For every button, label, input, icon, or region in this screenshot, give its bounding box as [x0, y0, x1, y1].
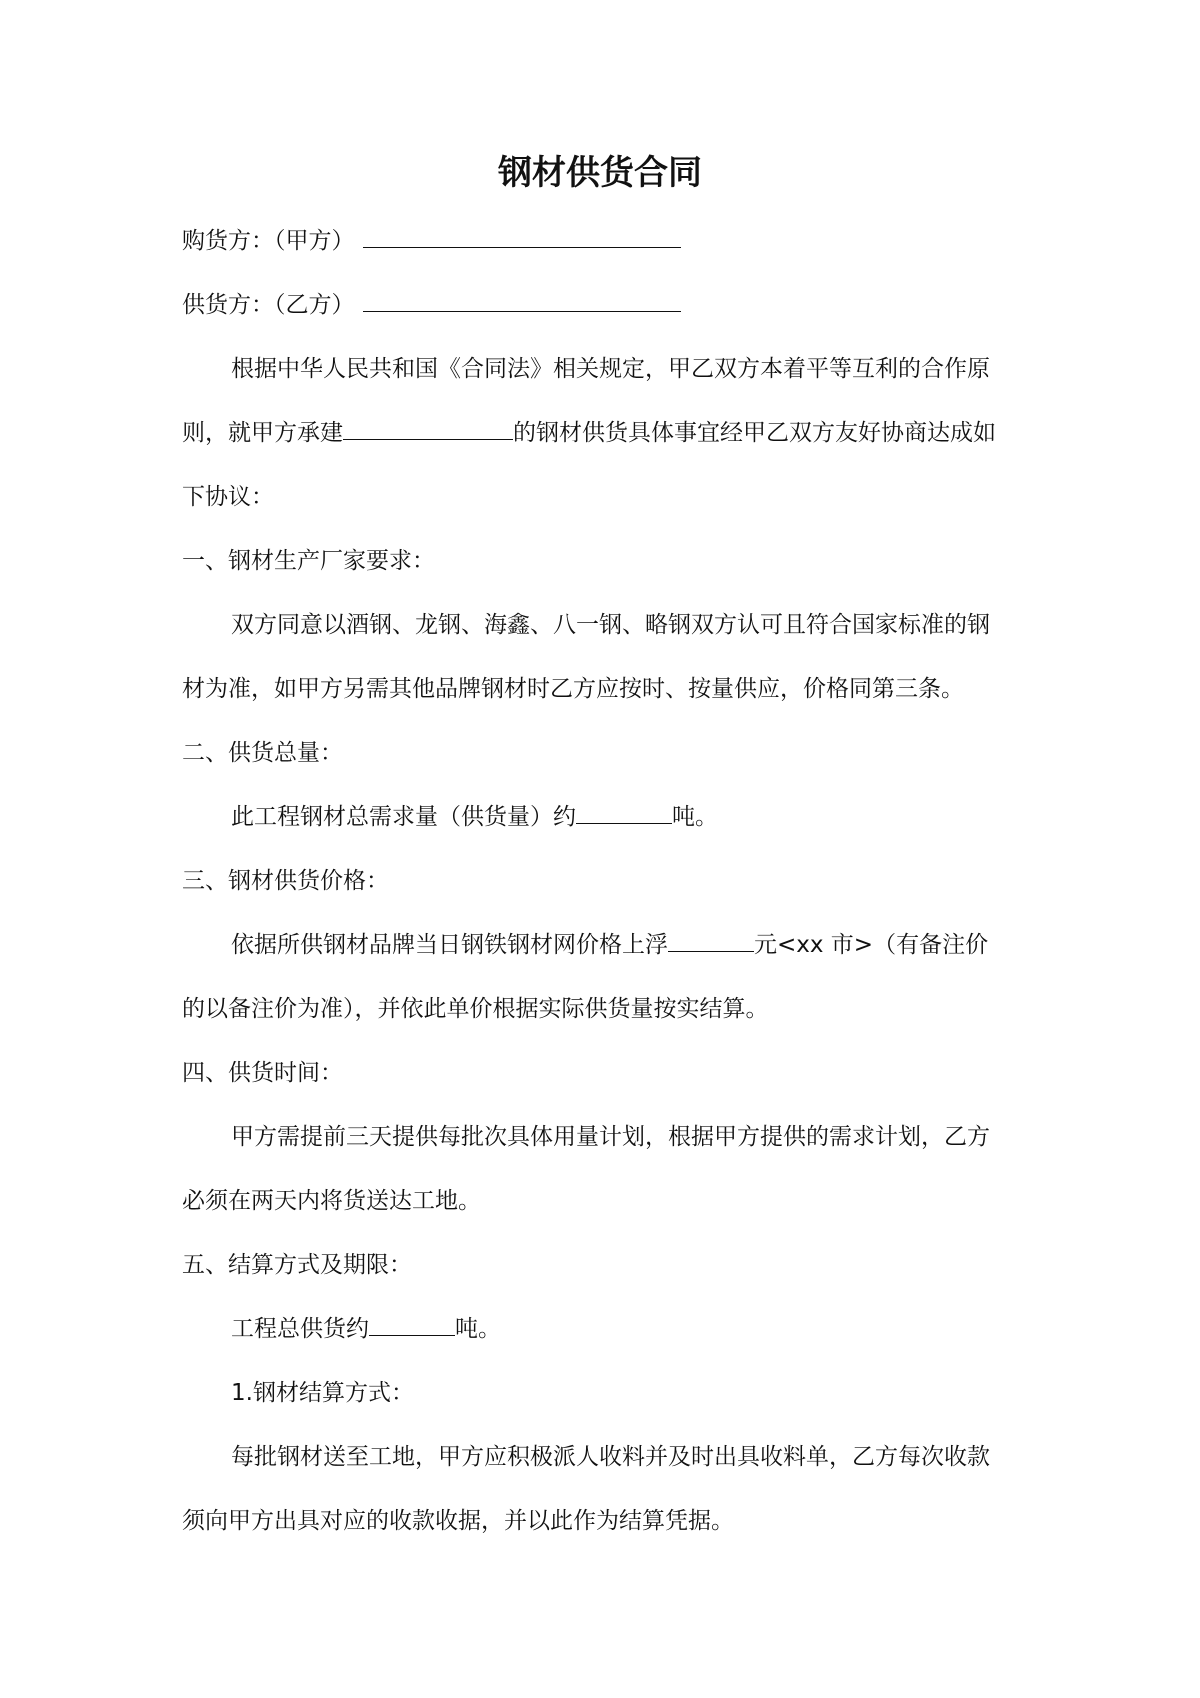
section-5-line-2: 须向甲方出具对应的收款收据，并以此作为结算凭据。	[182, 1508, 734, 1534]
intro-line-1: 根据中华人民共和国《合同法》相关规定，甲乙双方本着平等互利的合作原	[231, 356, 990, 382]
section-2-line-1-before: 此工程钢材总需求量（供货量）约	[231, 804, 576, 830]
section-2-heading: 二、供货总量：	[182, 740, 343, 766]
section-2-line-1-after: 吨。	[672, 804, 718, 830]
buyer-line	[182, 224, 1032, 258]
section-1-line-2: 材为准，如甲方另需其他品牌钢材时乙方应按时、按量供应，价格同第三条。	[182, 676, 964, 702]
section-5-total-after: 吨。	[455, 1316, 501, 1342]
buyer-name-blank	[363, 225, 681, 248]
total-quantity-blank	[576, 801, 672, 824]
project-name-blank	[343, 417, 513, 440]
intro-line-3: 下协议：	[182, 484, 274, 510]
section-4-line-2: 必须在两天内将货送达工地。	[182, 1188, 481, 1214]
section-2-line-1	[231, 800, 1032, 834]
section-3-line-1-before: 依据所供钢材品牌当日钢铁钢材网价格上浮	[231, 932, 668, 958]
section-3-line-1-after: 元<xx 市>（有备注价	[754, 932, 989, 958]
section-5-sub-1-heading: 1.钢材结算方式：	[231, 1380, 414, 1406]
price-markup-blank	[668, 929, 754, 952]
supplier-name-blank	[363, 289, 681, 312]
section-3-line-1	[231, 928, 1032, 962]
section-3-heading: 三、钢材供货价格：	[182, 868, 389, 894]
section-5-heading: 五、结算方式及期限：	[182, 1252, 412, 1278]
section-1-heading: 一、钢材生产厂家要求：	[182, 548, 435, 574]
section-4-line-1: 甲方需提前三天提供每批次具体用量计划，根据甲方提供的需求计划，乙方	[231, 1124, 990, 1150]
intro-line-2-after: 的钢材供货具体事宜经甲乙双方友好协商达成如	[513, 420, 996, 446]
section-5-line-1: 每批钢材送至工地，甲方应积极派人收料并及时出具收料单，乙方每次收款	[231, 1444, 990, 1470]
intro-line-2-before: 则，就甲方承建	[182, 420, 343, 446]
intro-line-2	[182, 416, 1032, 450]
section-4-heading: 四、供货时间：	[182, 1060, 343, 1086]
section-5-total-before: 工程总供货约	[231, 1316, 369, 1342]
supplier-label: 供货方：（乙方）	[182, 292, 355, 318]
buyer-label: 购货方：（甲方）	[182, 228, 355, 254]
section-1-line-1: 双方同意以酒钢、龙钢、海鑫、八一钢、略钢双方认可且符合国家标准的钢	[231, 612, 990, 638]
section-5-total-line	[231, 1312, 1032, 1346]
section-3-line-2: 的以备注价为准），并依此单价根据实际供货量按实结算。	[182, 996, 769, 1022]
total-supply-blank	[369, 1313, 455, 1336]
supplier-line	[182, 288, 1032, 322]
document-title: 钢材供货合同	[498, 153, 702, 193]
